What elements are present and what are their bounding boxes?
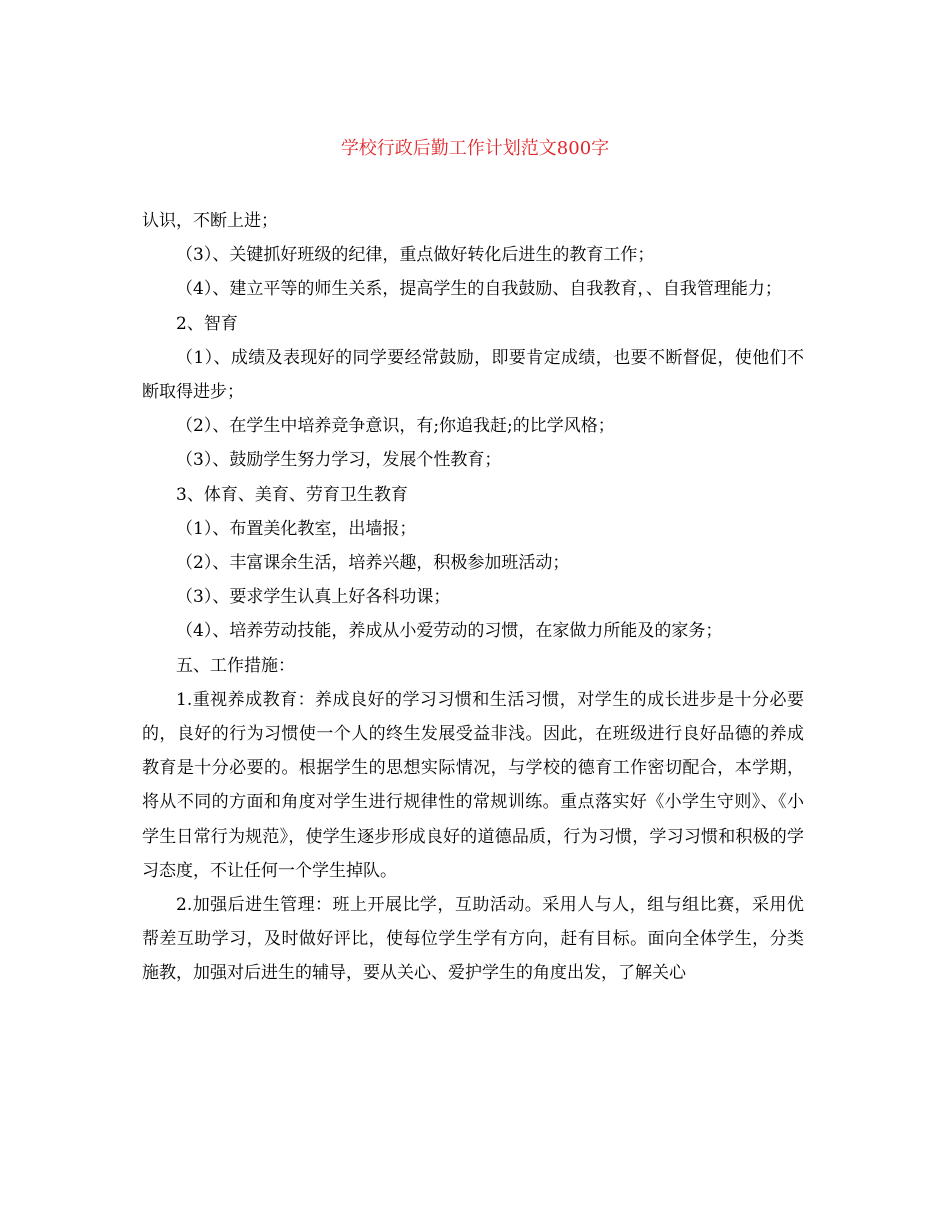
paragraph: （2）、丰富课余生活，培养兴趣，积极参加班活动；: [176, 553, 570, 574]
paragraph: 1.重视养成教育：养成良好的学习习惯和生活习惯，对学生的成长进步是十分必要的，良好的行为习惯使一个人的终生发展受益非浅。因此，在班级进行良好品德的养成教育是十分必要的。根据学生的思想实际情况，与学校的德育工作密切配合，本学期，将从不同的方面和角度对学生进行规律性的常规训练。重点落实好《小学生守则》、《小学生日常行为规范》，使学生逐步形成良好的道德品质，行为习惯，学习习惯和积极的学习态度，不让任何一个学生掉队。: [142, 689, 804, 881]
paragraph: 认识，不断上进；: [142, 211, 278, 231]
paragraph: （4）、建立平等的师生关系，提高学生的自我鼓励、自我教育，、自我管理能力；: [176, 279, 782, 300]
paragraph: （3）、鼓励学生努力学习，发展个性教育；: [176, 450, 502, 471]
paragraph: 3、体育、美育、劳育卫生教育: [176, 484, 408, 505]
paragraph: 2.加强后进生管理：班上开展比学，互助活动。采用人与人，组与组比赛，采用优帮差互助学习，及时做好评比，使每位学生学有方向，赶有目标。面向全体学生，分类施教，加强对后进生的辅导，要从关心、爱护学生的角度出发，了解关心: [142, 895, 804, 984]
paragraph: （3）、关键抓好班级的纪律，重点做好转化后进生的教育工作；: [176, 245, 655, 266]
paragraph: （1）、布置美化教室，出墙报；: [176, 518, 417, 539]
paragraph: 2、智育: [176, 313, 238, 334]
paragraph: 五、工作措施：: [176, 655, 295, 676]
document-body: [142, 204, 804, 991]
paragraph: （4）、培养劳动技能，养成从小爱劳动的习惯，在家做力所能及的家务；: [176, 621, 723, 642]
paragraph: （1）、成绩及表现好的同学要经常鼓励，即要肯定成绩，也要不断督促，使他们不断取得进步；: [142, 347, 804, 403]
paragraph: （2）、在学生中培养竞争意识，有;你追我赶;的比学风格；: [176, 416, 615, 437]
document-title: 学校行政后勤工作计划范文800字: [340, 138, 610, 159]
paragraph: （3）、要求学生认真上好各科功课；: [176, 587, 451, 608]
